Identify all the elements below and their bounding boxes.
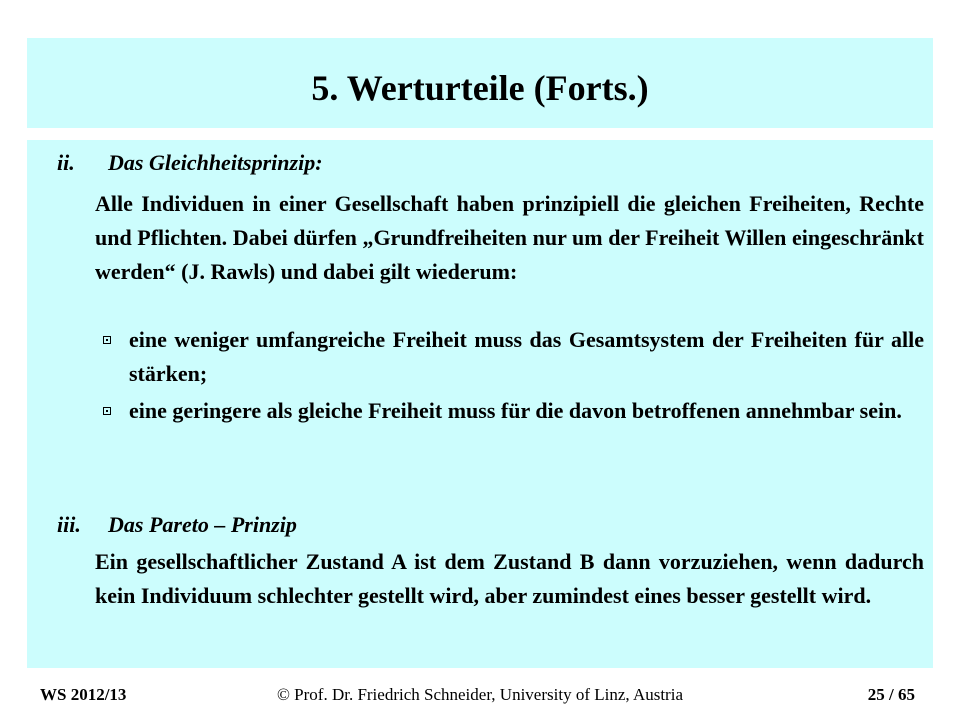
section-ii-bullet-1 xyxy=(95,323,924,391)
section-ii-paragraph: Alle Individuen in einer Gesellschaft haben prinzipiell die gleichen Freiheiten, Rechte und Pflichten. Dabei dürfen „Grundfreiheiten nur um der Freiheit Willen eingeschränkt werden“ (J. Rawls) und dabei gilt wiederum: xyxy=(95,191,924,284)
footer-copyright: © Prof. Dr. Friedrich Schneider, University of Linz, Austria xyxy=(277,685,683,704)
section-ii-number: ii. xyxy=(57,150,75,175)
section-iii-title: Das Pareto – Prinzip xyxy=(108,512,297,537)
square-bullet-icon xyxy=(103,336,111,344)
footer-semester: WS 2012/13 xyxy=(40,685,127,704)
bullet-text: eine weniger umfangreiche Freiheit muss das Gesamtsystem der Freiheiten für alle stärken; xyxy=(129,327,924,386)
footer-page-number: 25 / 65 xyxy=(867,685,915,704)
section-iii-number: iii. xyxy=(57,512,81,537)
section-ii-title: Das Gleichheitsprinzip: xyxy=(108,150,323,175)
bullet-text: eine geringere als gleiche Freiheit muss für die davon betroffenen annehmbar sein. xyxy=(129,398,902,423)
slide-title: 5. Werturteile (Forts.) xyxy=(311,68,649,108)
section-ii-bullet-2 xyxy=(95,394,924,428)
section-ii-heading xyxy=(57,150,323,176)
section-iii-heading xyxy=(57,512,297,538)
square-bullet-icon xyxy=(103,407,111,415)
section-iii-paragraph: Ein gesellschaftlicher Zustand A ist dem Zustand B dann vorzuziehen, wenn dadurch kein Individuum schlechter gestellt wird, aber zumindest eines besser gestellt wird. xyxy=(95,549,924,608)
